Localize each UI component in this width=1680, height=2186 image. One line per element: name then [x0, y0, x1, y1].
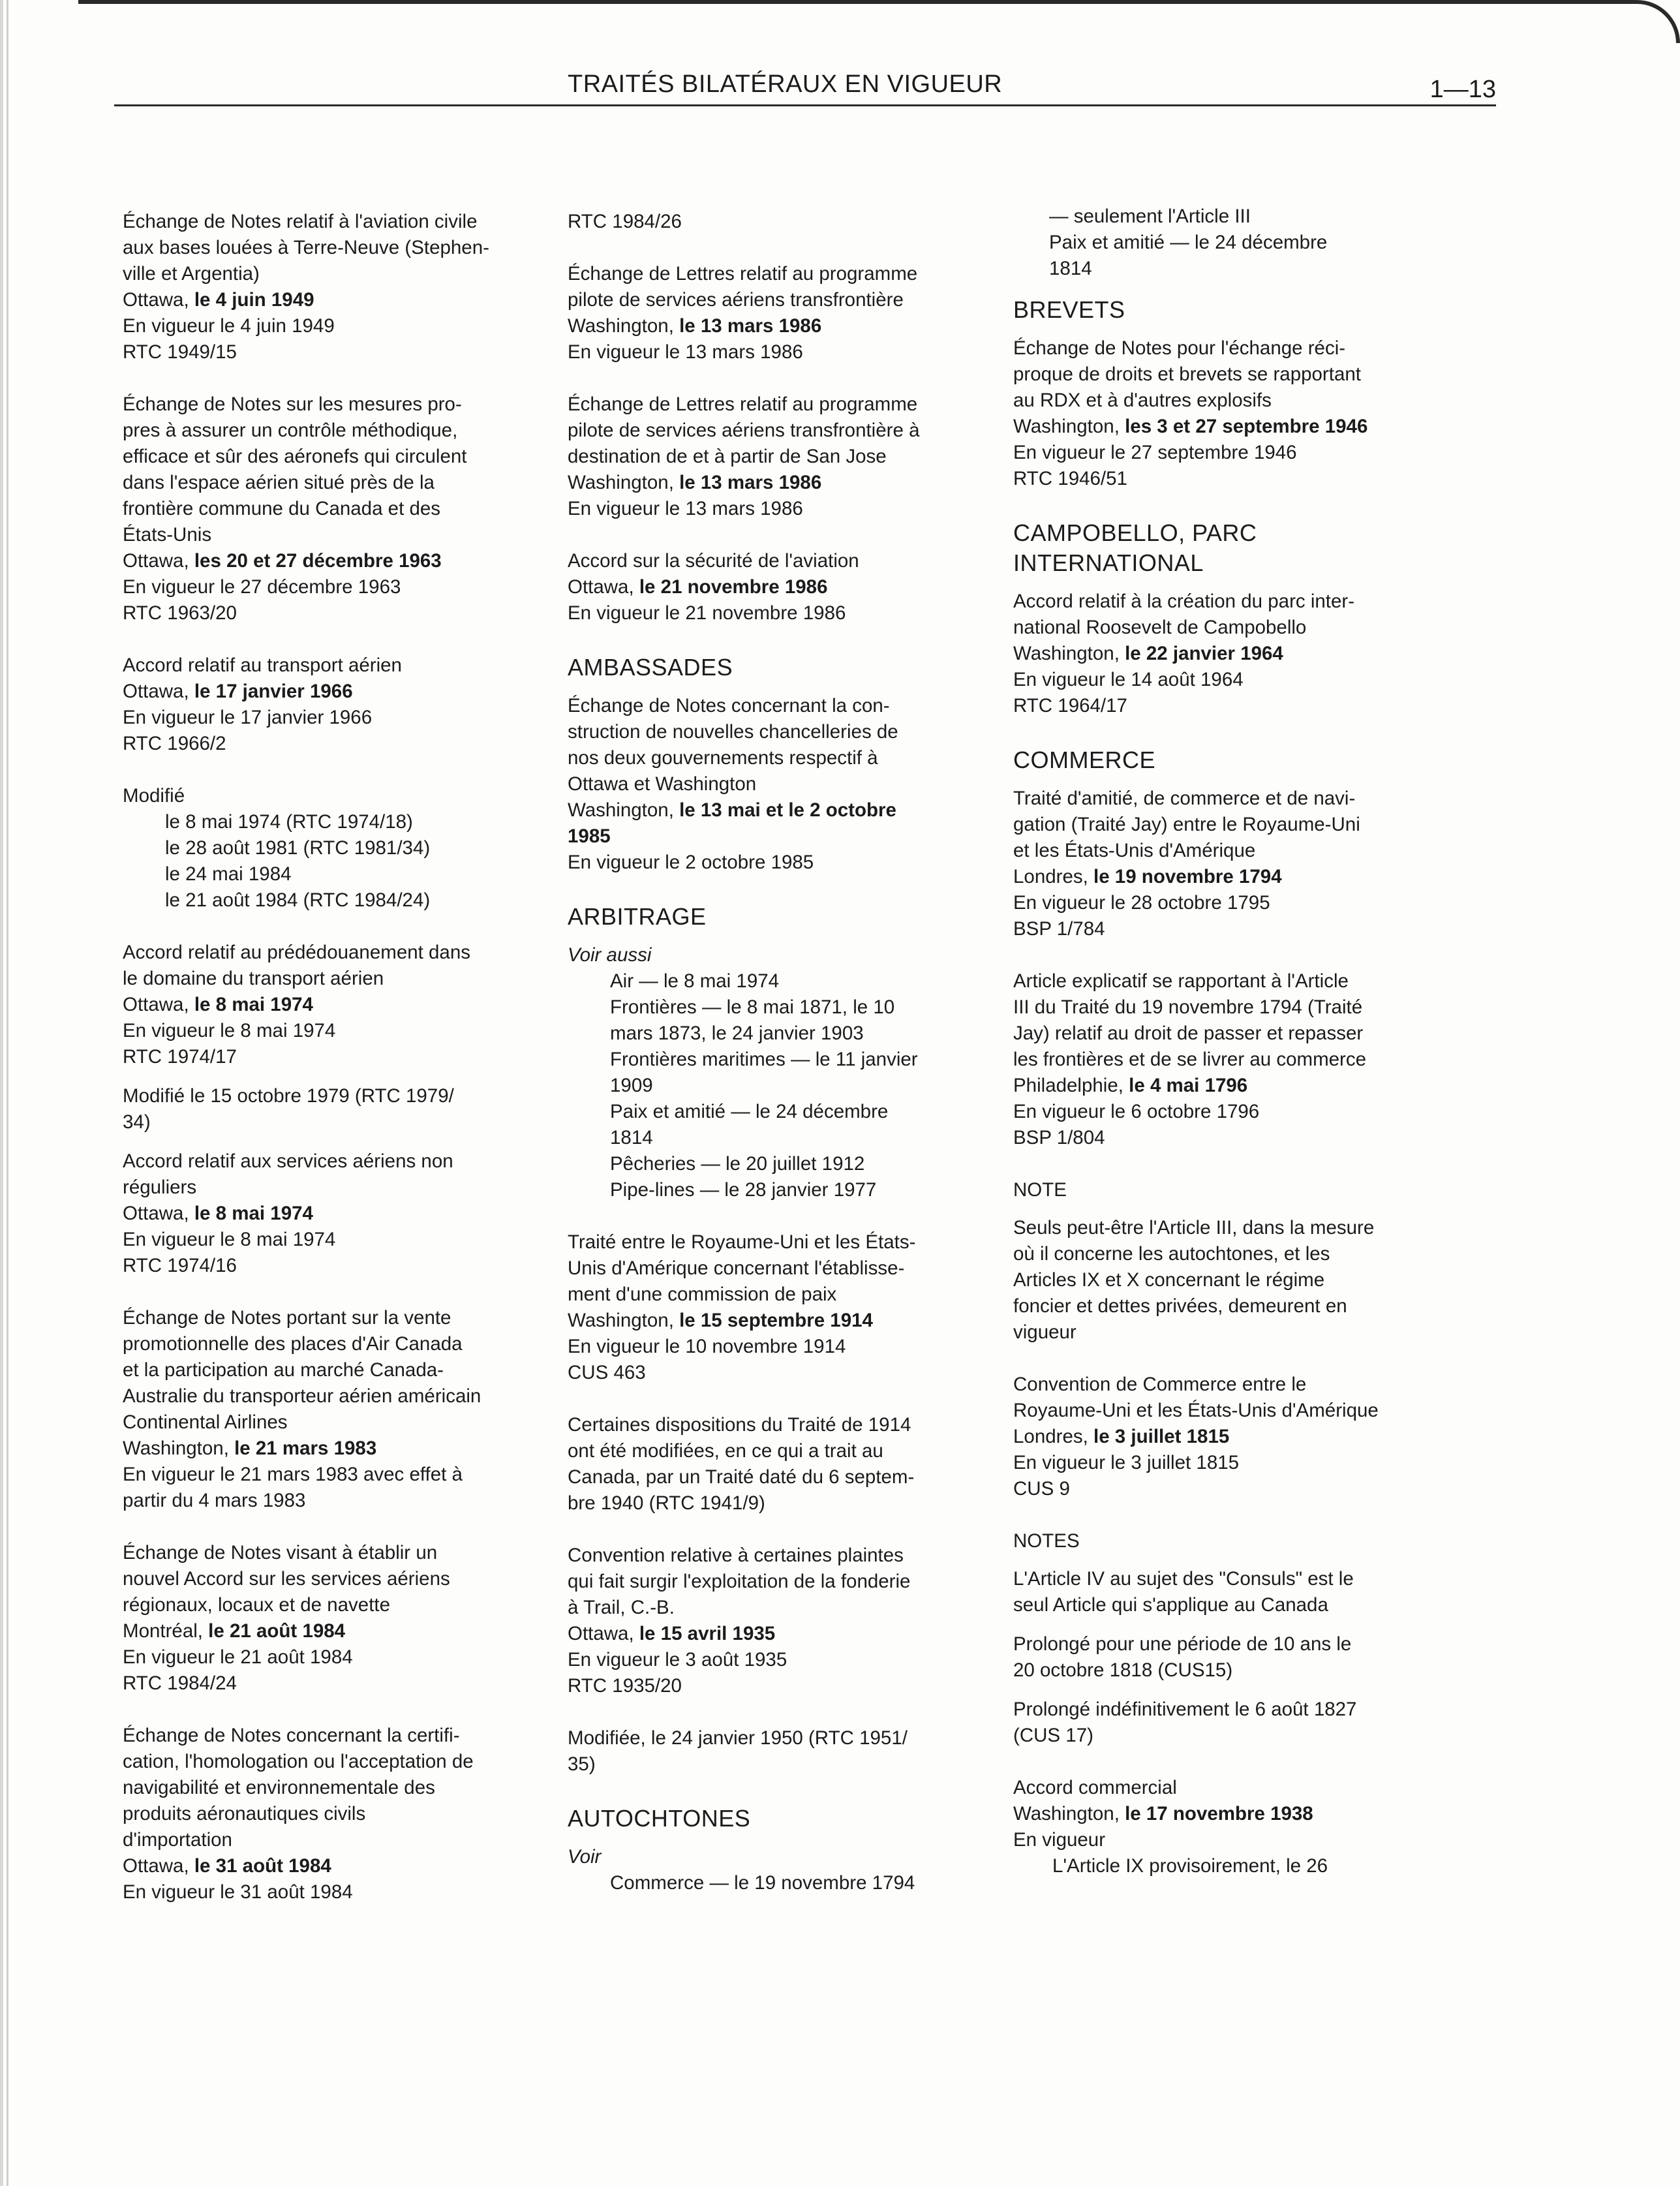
cross-reference: 1814 [1049, 258, 1092, 279]
entry-text: proque de droits et brevets se rapportant [1013, 363, 1361, 385]
entry-signing [123, 287, 540, 313]
entry-text: L'Article IV au sujet des "Consuls" est le [1013, 1568, 1354, 1590]
entry-text: Échange de Lettres relatif au programme [568, 393, 918, 415]
entry-text: 20 octobre 1818 (CUS15) [1013, 1659, 1233, 1681]
entry-reference: CUS 9 [1013, 1478, 1070, 1500]
entry-in-force: En vigueur le 13 mars 1986 [568, 341, 803, 363]
entry-in-force: En vigueur le 17 janvier 1966 [123, 707, 373, 728]
section-heading-line: INTERNATIONAL [1013, 549, 1204, 576]
entry-text: Échange de Notes sur les mesures pro- [123, 393, 462, 415]
entry-place: Washington, [123, 1438, 235, 1459]
entry-signing [123, 1201, 540, 1227]
entry-reference: RTC 1974/16 [123, 1255, 237, 1276]
entry-text: Accord relatif au transport aérien [123, 654, 402, 676]
entry-place: Washington, [1013, 643, 1125, 664]
entry-signing [568, 797, 972, 824]
entry-in-force: En vigueur le 8 mai 1974 [123, 1020, 336, 1041]
entry-place: Montréal, [123, 1620, 209, 1642]
note-text [1013, 1631, 1431, 1684]
cross-reference: Pêcheries — le 20 juillet 1912 [610, 1153, 865, 1175]
section-heading-arbitrage: ARBITRAGE [568, 903, 707, 930]
entry-text: Traité entre le Royaume-Uni et les États- [568, 1231, 916, 1253]
entry-in-force: En vigueur le 3 août 1935 [568, 1649, 787, 1670]
treaty-entry [1013, 589, 1431, 719]
section-heading-line: CAMPOBELLO, PARC [1013, 519, 1257, 546]
see-label: Voir [568, 1846, 602, 1868]
cross-reference: — seulement l'Article III [1049, 206, 1251, 227]
treaty-entry [1013, 1372, 1431, 1502]
entry-signing [1013, 864, 1431, 890]
entry-text: qui fait surgir l'exploitation de la fonderie [568, 1571, 911, 1592]
entry-place: Londres, [1013, 866, 1093, 887]
entry-signing [123, 679, 540, 705]
cross-reference: Pipe-lines — le 28 janvier 1977 [610, 1179, 877, 1201]
entry-signing [1013, 1801, 1431, 1827]
entry-reference: BSP 1/804 [1013, 1127, 1105, 1148]
entry-text: Traité d'amitié, de commerce et de navi- [1013, 788, 1356, 809]
entry-signing [568, 313, 972, 339]
entry-date: le 21 novembre 1986 [639, 576, 828, 598]
entry-date: le 21 mars 1983 [234, 1438, 377, 1459]
entry-text: réguliers [123, 1177, 197, 1198]
entry-signing [123, 1436, 540, 1462]
treaty-entry [1013, 786, 1431, 942]
entry-text: gation (Traité Jay) entre le Royaume-Uni [1013, 814, 1360, 835]
entry-text: navigabilité et environnementale des [123, 1777, 435, 1798]
entry-in-force: En vigueur le 2 octobre 1985 [568, 852, 814, 873]
amendment-item: le 8 mai 1974 (RTC 1974/18) [165, 811, 413, 833]
entry-text: ont été modifiées, en ce qui a trait au [568, 1440, 883, 1462]
entry-reference: BSP 1/784 [1013, 918, 1105, 940]
entry-in-force: En vigueur le 13 mars 1986 [568, 498, 803, 519]
entry-signing [568, 574, 972, 600]
entry-date: le 19 novembre 1794 [1093, 866, 1282, 887]
cross-reference: Air — le 8 mai 1974 [610, 970, 780, 992]
entry-text: Unis d'Amérique concernant l'établisse- [568, 1257, 905, 1279]
entry-in-force: En vigueur [1013, 1829, 1106, 1851]
entry-place: Philadelphie, [1013, 1075, 1129, 1096]
entry-text: Échange de Notes portant sur la vente [123, 1307, 451, 1329]
amendment-item: le 28 août 1981 (RTC 1981/34) [165, 837, 431, 859]
entry-reference: RTC 1966/2 [123, 733, 226, 754]
entry-text: frontière commune du Canada et des [123, 498, 441, 519]
entry-text: produits aéronautiques civils [123, 1803, 366, 1824]
entry-text: nouvel Accord sur les services aériens [123, 1568, 450, 1590]
entry-text: Article explicatif se rapportant à l'Article [1013, 970, 1349, 992]
entry-place: Ottawa, [123, 1203, 194, 1224]
entry-in-force: En vigueur le 31 août 1984 [123, 1881, 353, 1903]
entry-date: le 17 janvier 1966 [194, 681, 353, 702]
entry-text: pilote de services aériens transfrontière [568, 289, 904, 311]
entry-place: Washington, [1013, 1803, 1125, 1824]
entry-text: cation, l'homologation ou l'acceptation de [123, 1751, 474, 1772]
entry-text: L'Article IX provisoirement, le 26 [1052, 1855, 1328, 1877]
entry-place: Ottawa, [123, 1855, 194, 1877]
entry-text: d'importation [123, 1829, 232, 1851]
entry-text: destination de et à partir de San Jose [568, 446, 887, 467]
entry-place: Washington, [568, 472, 680, 493]
treaty-entry [568, 548, 972, 626]
treaty-entry [568, 1229, 972, 1386]
entry-text: pilote de services aériens transfrontière à [568, 420, 920, 441]
note-text [1013, 1566, 1431, 1618]
entry-text: vigueur [1013, 1321, 1077, 1343]
cross-reference: Paix et amitié — le 24 décembre [1049, 232, 1328, 253]
entry-text: Royaume-Uni et les États-Unis d'Amérique [1013, 1400, 1379, 1421]
entry-signing [1013, 641, 1431, 667]
entry-in-force: En vigueur le 4 juin 1949 [123, 315, 335, 337]
treaty-entry [123, 1305, 540, 1514]
entry-text: Jay) relatif au droit de passer et repasser [1013, 1023, 1364, 1044]
treaty-entry [123, 209, 540, 365]
entry-place: Ottawa, [123, 994, 194, 1015]
cross-reference: Commerce — le 19 novembre 1794 [610, 1872, 915, 1894]
entry-reference: RTC 1935/20 [568, 1675, 682, 1697]
entry-reference: RTC 1974/17 [123, 1046, 237, 1068]
entry-reference: RTC 1963/20 [123, 602, 237, 624]
entry-text: Ottawa et Washington [568, 773, 757, 795]
entry-signing [568, 1308, 972, 1334]
cross-reference: Paix et amitié — le 24 décembre [610, 1101, 889, 1122]
treaty-entry [123, 1148, 540, 1279]
entry-text: promotionnelle des places d'Air Canada [123, 1333, 463, 1355]
treaty-entry [568, 1543, 972, 1699]
entry-text: les frontières et de se livrer au commerce [1013, 1049, 1367, 1070]
entry-reference: RTC 1984/26 [568, 211, 682, 232]
entry-text: 34) [123, 1111, 151, 1133]
note-text [1013, 1215, 1431, 1346]
treaty-entry [1013, 1775, 1431, 1879]
entry-text: Échange de Notes pour l'échange réci- [1013, 337, 1346, 359]
treaty-entry [1013, 968, 1431, 1151]
entry-text: Échange de Notes concernant la con- [568, 695, 890, 716]
treaty-entry [123, 1723, 540, 1905]
entry-in-force: En vigueur le 27 décembre 1963 [123, 576, 401, 598]
entry-text: Accord sur la sécurité de l'aviation [568, 550, 859, 572]
entry-signing [123, 1853, 540, 1879]
entry-date: le 8 mai 1974 [194, 1203, 313, 1224]
entry-text: Articles IX et X concernant le régime [1013, 1269, 1325, 1291]
entry-date: le 4 juin 1949 [194, 289, 314, 311]
entry-signing [568, 470, 972, 496]
section-heading-brevets: BREVETS [1013, 296, 1125, 323]
entry-date: le 13 mars 1986 [679, 472, 822, 493]
entry-place: Washington, [568, 799, 680, 821]
entry-date: le 3 juillet 1815 [1093, 1426, 1230, 1447]
entry-text: ment d'une commission de paix [568, 1284, 837, 1305]
cross-reference: 1909 [610, 1075, 653, 1096]
entry-date: le 22 janvier 1964 [1125, 643, 1283, 664]
entry-signing [1013, 414, 1431, 440]
entry-text: Canada, par un Traité daté du 6 septem- [568, 1466, 915, 1488]
scan-edge-corner [1611, 0, 1680, 43]
entry-text: Accord relatif à la création du parc inter- [1013, 591, 1355, 612]
entry-text: dans l'espace aérien situé près de la [123, 472, 435, 493]
entry-signing [1013, 1424, 1431, 1450]
entry-date: les 3 et 27 septembre 1946 [1125, 416, 1368, 437]
section-heading-autochtones: AUTOCHTONES [568, 1805, 751, 1832]
note-text [1013, 1697, 1431, 1749]
entry-text: où il concerne les autochtones, et les [1013, 1243, 1330, 1265]
entry-reference: RTC 1949/15 [123, 341, 237, 363]
entry-text: struction de nouvelles chancelleries de [568, 721, 898, 743]
entry-text: bre 1940 (RTC 1941/9) [568, 1492, 765, 1514]
entry-text: pres à assurer un contrôle méthodique, [123, 420, 458, 441]
treaty-entry [123, 1540, 540, 1697]
page-number: 1—13 [1429, 76, 1496, 103]
entry-text: États-Unis [123, 524, 212, 546]
entry-in-force: En vigueur le 6 octobre 1796 [1013, 1101, 1260, 1122]
scan-edge-left [0, 0, 13, 2186]
entry-in-force: En vigueur le 21 août 1984 [123, 1646, 353, 1668]
entry-text: national Roosevelt de Campobello [1013, 617, 1307, 638]
entry-text: aux bases louées à Terre-Neuve (Stephen- [123, 237, 489, 258]
treaty-entry [123, 940, 540, 1070]
entry-text: Certaines dispositions du Traité de 1914 [568, 1414, 911, 1436]
entry-in-force: En vigueur le 28 octobre 1795 [1013, 892, 1270, 914]
entry-text: et les États-Unis d'Amérique [1013, 840, 1256, 861]
entry-text: Échange de Lettres relatif au programme [568, 263, 918, 285]
entry-in-force: En vigueur le 21 novembre 1986 [568, 602, 846, 624]
entry-text: Convention relative à certaines plaintes [568, 1545, 904, 1566]
see-also-label: Voir aussi [568, 944, 652, 966]
entry-text: foncier et dettes privées, demeurent en [1013, 1295, 1347, 1317]
entry-in-force: partir du 4 mars 1983 [123, 1490, 306, 1511]
entry-in-force: En vigueur le 8 mai 1974 [123, 1229, 336, 1250]
amendment-note [123, 1083, 540, 1135]
entry-date: les 20 et 27 décembre 1963 [194, 550, 442, 572]
amendments-label: Modifié [123, 785, 185, 807]
entry-in-force: En vigueur le 14 août 1964 [1013, 669, 1244, 690]
entry-text: Australie du transporteur aérien américain [123, 1385, 481, 1407]
entry-signing [123, 992, 540, 1018]
entry-date: le 31 août 1984 [194, 1855, 331, 1877]
entry-text: le domaine du transport aérien [123, 968, 384, 989]
entry-text: III du Traité du 19 novembre 1794 (Traité [1013, 996, 1363, 1018]
section-heading-commerce: COMMERCE [1013, 747, 1155, 773]
entry-text: ville et Argentia) [123, 263, 260, 285]
treaty-entry [568, 261, 972, 365]
treaty-entry [568, 392, 972, 522]
entry-date: le 13 mars 1986 [679, 315, 822, 337]
entry-signing [568, 1621, 972, 1647]
column-2 [568, 209, 972, 1922]
page-header [114, 65, 1496, 106]
entry-date: le 4 mai 1796 [1129, 1075, 1248, 1096]
entry-text: à Trail, C.-B. [568, 1597, 675, 1618]
entry-date: le 21 août 1984 [208, 1620, 346, 1642]
scan-edge-top [78, 0, 1618, 4]
entry-date: le 15 septembre 1914 [679, 1310, 873, 1331]
amendment-note [568, 1725, 972, 1778]
amendment-note [568, 1412, 972, 1516]
entry-text: nos deux gouvernements respectif à [568, 747, 878, 769]
entry-place: Washington, [1013, 416, 1125, 437]
entry-text: Modifié le 15 octobre 1979 (RTC 1979/ [123, 1085, 454, 1107]
entry-text: Continental Airlines [123, 1411, 288, 1433]
entry-in-force: En vigueur le 21 mars 1983 avec effet à [123, 1464, 463, 1485]
entry-place: Ottawa, [568, 1623, 639, 1644]
entry-date: le 13 mai et le 2 octobre [679, 799, 896, 821]
entry-place: Ottawa, [123, 550, 194, 572]
amendments [123, 783, 540, 914]
entry-text: Accord commercial [1013, 1777, 1177, 1798]
entry-text: Accord relatif aux services aériens non [123, 1150, 453, 1172]
entry-text: Échange de Notes visant à établir un [123, 1542, 438, 1563]
entry-place: Ottawa, [123, 681, 194, 702]
entry-reference: RTC 1984/24 [123, 1672, 237, 1694]
entry-in-force: En vigueur le 10 novembre 1914 [568, 1336, 846, 1357]
entry-text: Accord relatif au prédédouanement dans [123, 942, 470, 963]
treaty-entry [1013, 335, 1431, 492]
entry-date: le 8 mai 1974 [194, 994, 313, 1015]
entry-reference: RTC 1946/51 [1013, 468, 1127, 489]
treaty-entry [123, 653, 540, 757]
entry-text: Échange de Notes relatif à l'aviation civile [123, 211, 478, 232]
entry-text: Échange de Notes concernant la certifi- [123, 1725, 460, 1746]
entry-date: le 17 novembre 1938 [1125, 1803, 1313, 1824]
treaty-entry [123, 392, 540, 626]
entry-text: Modifiée, le 24 janvier 1950 (RTC 1951/ [568, 1727, 908, 1749]
column-3 [1013, 204, 1431, 1905]
entry-text: Convention de Commerce entre le [1013, 1374, 1307, 1395]
entry-text: (CUS 17) [1013, 1725, 1093, 1746]
entry-in-force: En vigueur le 3 juillet 1815 [1013, 1452, 1240, 1473]
treaty-entry [568, 693, 972, 876]
entry-place: Londres, [1013, 1426, 1093, 1447]
entry-signing [123, 548, 540, 574]
notes-heading: NOTES [1013, 1530, 1080, 1552]
cross-references [568, 942, 972, 1203]
cross-references [568, 1844, 972, 1896]
cross-reference: mars 1873, le 24 janvier 1903 [610, 1023, 864, 1044]
entry-text: Seuls peut-être l'Article III, dans la mesure [1013, 1217, 1375, 1239]
column-1 [123, 209, 540, 1932]
entry-signing [1013, 1073, 1431, 1099]
entry-place: Washington, [568, 1310, 680, 1331]
entry-date: le 15 avril 1935 [639, 1623, 776, 1644]
entry-in-force: En vigueur le 27 septembre 1946 [1013, 442, 1297, 463]
entry-text: 35) [568, 1753, 596, 1775]
entry-text: efficace et sûr des aéronefs qui circulent [123, 446, 467, 467]
cross-reference: 1814 [610, 1127, 653, 1148]
entry-reference: RTC 1964/17 [1013, 695, 1127, 716]
cross-reference: Frontières — le 8 mai 1871, le 10 [610, 996, 895, 1018]
continued-reference [568, 209, 972, 235]
cross-reference: Frontières maritimes — le 11 janvier [610, 1049, 918, 1070]
section-heading-ambassades: AMBASSADES [568, 654, 733, 681]
entry-text: Prolongé indéfinitivement le 6 août 1827 [1013, 1699, 1357, 1720]
entry-date: 1985 [568, 825, 611, 847]
entry-text: et la participation au marché Canada- [123, 1359, 444, 1381]
entry-signing [123, 1618, 540, 1644]
entry-place: Ottawa, [568, 576, 639, 598]
entry-place: Washington, [568, 315, 680, 337]
amendment-item: le 21 août 1984 (RTC 1984/24) [165, 889, 431, 911]
note-heading: NOTE [1013, 1179, 1067, 1201]
entry-text: Prolongé pour une période de 10 ans le [1013, 1633, 1352, 1655]
entry-text: au RDX et à d'autres explosifs [1013, 390, 1272, 411]
entry-reference: CUS 463 [568, 1362, 646, 1383]
page-title: TRAITÉS BILATÉRAUX EN VIGUEUR [568, 70, 1003, 98]
entry-place: Ottawa, [123, 289, 194, 311]
section-heading-campobello [1013, 518, 1431, 578]
entry-text: régionaux, locaux et de navette [123, 1594, 391, 1616]
amendment-item: le 24 mai 1984 [165, 863, 292, 885]
continued-references [1013, 204, 1431, 282]
entry-text: seul Article qui s'applique au Canada [1013, 1594, 1328, 1616]
